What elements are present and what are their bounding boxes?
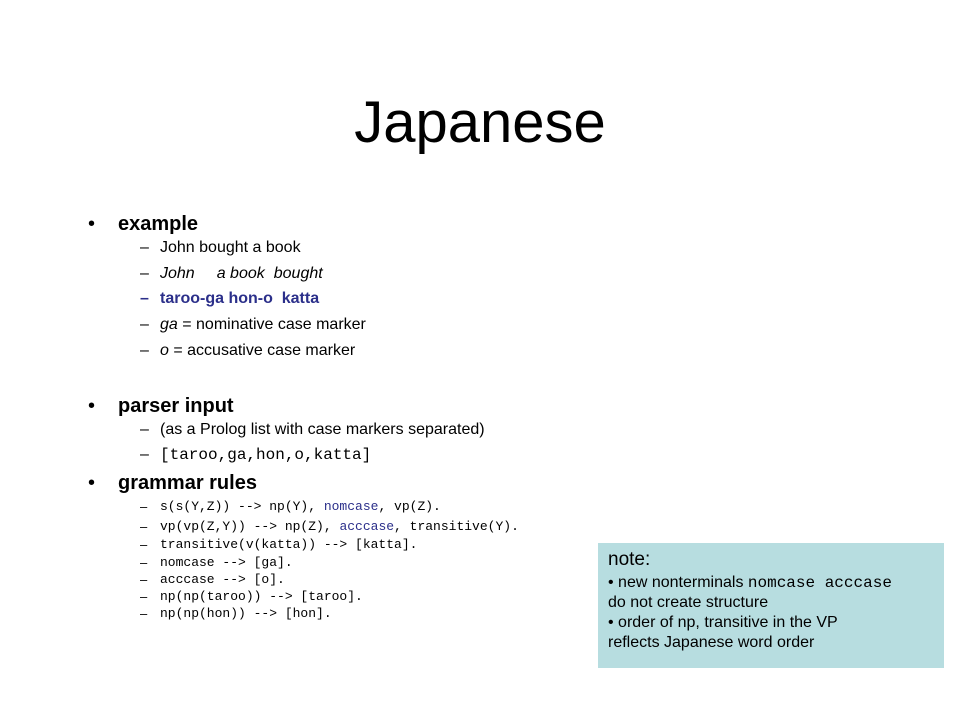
note-line: reflects Japanese word order	[608, 634, 815, 651]
sub-text: (as a Prolog list with case markers separated)	[160, 421, 485, 438]
dash: –	[140, 290, 149, 307]
bullet-label: grammar rules	[118, 472, 257, 494]
sub-text	[160, 316, 366, 334]
ga-definition: = nominative case marker	[177, 316, 366, 333]
bullet-dot: •	[88, 472, 96, 494]
o-definition: = accusative case marker	[168, 342, 356, 359]
bullet-label: parser input	[118, 395, 234, 417]
gloss-john: John	[160, 265, 195, 282]
sub-text	[160, 342, 355, 360]
dash: –	[140, 239, 149, 256]
dash: –	[140, 499, 148, 514]
dash: –	[140, 519, 148, 534]
dash: –	[140, 446, 149, 463]
dash: –	[140, 265, 149, 282]
dash: –	[140, 572, 148, 587]
gloss-book: a book	[216, 265, 265, 282]
sub-text: John bought a book	[160, 239, 301, 256]
note-line	[608, 573, 934, 593]
dash: –	[140, 342, 149, 359]
rule-part: , transitive(Y).	[394, 519, 519, 534]
rule-text: np(np(taroo)) --> [taroo].	[160, 589, 363, 604]
rule-part: s(s(Y,Z)) --> np(Y),	[160, 499, 324, 514]
o-term: o	[160, 342, 169, 359]
rule-text	[160, 519, 519, 534]
rule-part: , vp(Z).	[378, 499, 441, 514]
rule-highlight: nomcase	[323, 499, 379, 514]
dash: –	[140, 606, 148, 621]
note-line: • order of np, transitive in the VP	[608, 614, 838, 631]
note-text: • new nonterminals	[608, 574, 748, 591]
note-heading: note:	[608, 549, 651, 570]
ga-term: ga	[160, 316, 178, 333]
bullet-dot: •	[88, 213, 96, 235]
note-code: nomcase acccase	[747, 574, 892, 592]
dash: –	[140, 421, 149, 438]
sub-text: [taroo,ga,hon,o,katta]	[160, 446, 372, 464]
dash: –	[140, 537, 148, 552]
rule-highlight: acccase	[339, 519, 395, 534]
sub-text: taroo-ga hon-o katta	[160, 290, 320, 307]
dash: –	[140, 555, 148, 570]
rule-text	[160, 499, 441, 514]
slide-title: Japanese	[354, 90, 606, 155]
note-line: do not create structure	[608, 594, 769, 611]
dash: –	[140, 316, 149, 333]
gloss-bought: bought	[273, 265, 323, 282]
bullet-dot: •	[88, 395, 96, 417]
rule-text: transitive(v(katta)) --> [katta].	[160, 537, 418, 552]
rule-text: nomcase --> [ga].	[160, 555, 293, 570]
rule-part: vp(vp(Z,Y)) --> np(Z),	[160, 519, 340, 534]
rule-text: acccase --> [o].	[160, 572, 285, 587]
sub-text	[160, 265, 323, 283]
bullet-label: example	[118, 213, 199, 235]
dash: –	[140, 589, 148, 604]
note-box	[598, 543, 944, 668]
rule-text: np(np(hon)) --> [hon].	[160, 606, 332, 621]
